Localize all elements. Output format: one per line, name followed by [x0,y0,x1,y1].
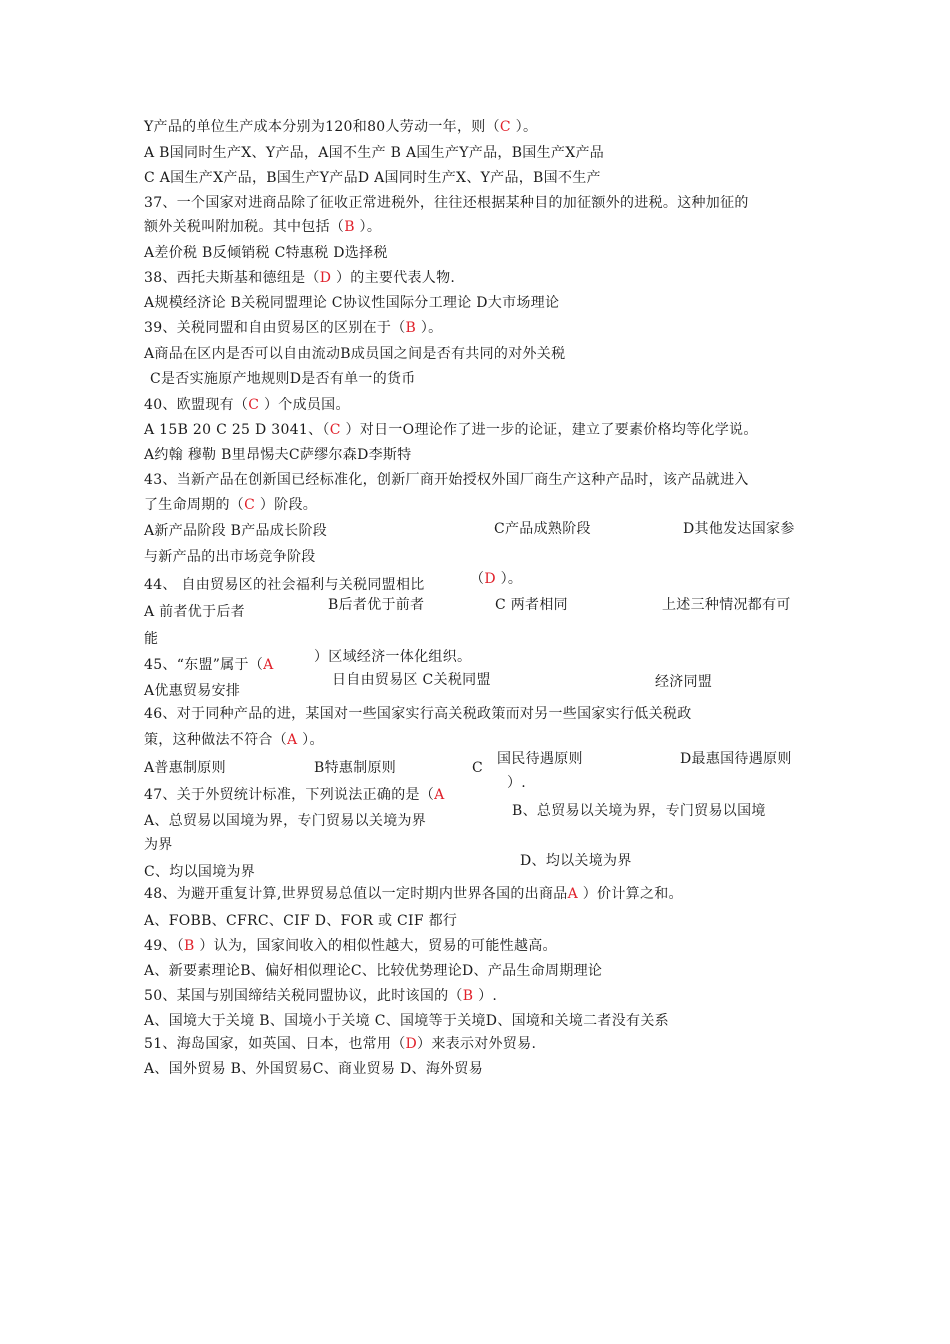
text-line [144,144,604,162]
text-span: C是否实施原产地规则D是否有单一的货币 [150,371,416,387]
text-span: C [472,760,484,776]
text-line [494,520,591,538]
text-span: 策，这种做法不符合（ [144,732,287,748]
text-span: ）来表示对外贸易. [417,1036,537,1052]
text-line [144,294,559,312]
text-span: C、均以国境为界 [144,864,256,880]
text-line [497,750,583,768]
text-span: B、总贸易以关境为界，专门贸易以国境 [512,803,766,819]
text-span: C 两者相同 [495,597,568,613]
text-line [662,596,791,614]
text-line [144,731,324,749]
text-span: A优惠贸易安排 [144,683,241,699]
text-span: 46、对于同种产品的进，某国对一些国家实行高关税政策而对另一些国家实行低关税政 [144,706,692,722]
text-line [314,759,396,777]
answer-letter: B [405,320,417,336]
answer-letter: A [287,732,298,748]
text-line [144,194,749,212]
text-span: A商品在区内是否可以自由流动B成员国之间是否有共同的对外关税 [144,346,566,362]
text-span: A普惠制原则 [144,760,226,776]
text-line [495,596,568,614]
text-line [144,682,240,700]
answer-letter: B [184,938,195,954]
text-span: 49、（ [144,938,185,954]
text-span: ）. [473,988,498,1004]
text-line [144,937,557,955]
answer-letter: C [248,397,260,413]
text-line [144,269,455,287]
text-span: A B国同时生产X、Y产品，A国不生产 B A国生产Y产品，B国生产X产品 [144,145,605,161]
text-span: 额外关税叫附加税。其中包括（ [144,219,345,235]
text-span: 了生命周期的（ [144,497,245,513]
text-span: 50、某国与别国缔结关税同盟协议，此时该国的（ [144,988,463,1004]
text-line [520,852,632,870]
text-line [144,603,245,621]
text-line [144,446,412,464]
text-span: A规模经济论 B关税同盟理论 C协议性国际分工理论 D大市场理论 [144,295,560,311]
text-line [144,656,274,674]
text-line [144,1035,536,1053]
text-span: B后者优于前者 [328,597,425,613]
text-span: A新产品阶段 B产品成长阶段 [144,523,328,539]
text-line [144,885,683,903]
answer-letter: D [319,270,332,286]
text-span: Y产品的单位生产成本分别为120和80人劳动一年，则（ [144,119,500,135]
text-span: 经济同盟 [655,674,713,690]
text-span: D最惠国待遇原则 [680,751,792,767]
answer-letter: D [405,1036,418,1052]
text-span: A、国外贸易 B、外国贸易C、商业贸易 D、海外贸易 [144,1061,484,1077]
text-line [144,548,316,566]
text-span: ）阶段。 [255,497,318,513]
text-span: 51、海岛国家，如英国、日本，也常用（ [144,1036,406,1052]
text-span: ）的主要代表人物. [331,270,456,286]
text-span: ）。 [495,571,523,587]
text-span: A 前者优于后者 [144,604,245,620]
text-line [144,863,255,881]
text-line [144,812,426,830]
text-line [144,630,158,648]
text-span: C A国生产X产品，B国生产Y产品D A国同时生产X、Y产品，B国不生产 [144,170,601,186]
text-line [655,673,712,691]
text-span: 37、一个国家对进商品除了征收正常进税外，往往还根据某种目的加征额外的进税。这种加征的 [144,195,749,211]
text-line [328,596,424,614]
text-line [144,987,497,1005]
text-span: 43、当新产品在创新国已经标准化，创新厂商开始授权外国厂商生产这种产品时，该产品就进入 [144,472,749,488]
text-line [144,912,457,930]
text-span: A、新要素理论B、偏好相似理论C、比较优势理论D、产品生命周期理论 [144,963,603,979]
answer-letter: A [434,787,445,803]
text-span: A、总贸易以国境为界，专门贸易以关境为界 [144,813,427,829]
text-span: 38、西托夫斯基和德纽是（ [144,270,320,286]
text-line [144,576,425,594]
text-line [314,648,471,666]
answer-letter: C [244,497,256,513]
text-line [144,244,388,262]
answer-letter: C [499,119,511,135]
text-line [683,520,795,538]
text-span: 与新产品的出市场竞争阶段 [144,549,316,565]
text-span: D、均以关境为界 [520,853,632,869]
text-span: 48、为避开重复计算,世界贸易总值以一定时期内世界各国的出商品 [144,886,568,902]
text-span: A约翰 穆勒 B里昂惕夫C萨缪尔森D李斯特 [144,447,412,463]
text-line [470,570,522,588]
text-span: D其他发达国家参 [683,521,795,537]
text-line [144,319,442,337]
text-span: ）个成员国。 [259,397,350,413]
text-line [144,786,445,804]
text-span: ）。 [354,219,382,235]
text-span: B特惠制原则 [314,760,397,776]
answer-letter: C [329,422,341,438]
text-span: 能 [144,631,159,647]
text-line [144,471,749,489]
text-span: 47、关于外贸统计标准，下列说法正确的是（ [144,787,435,803]
text-span: A、FOBB、CFRC、CIF D、FOR 或 CIF 都行 [144,913,458,929]
text-line [144,396,350,414]
text-span: A、国境大于关境 B、国境小于关境 C、国境等于关境D、国境和关境二者没有关系 [144,1013,669,1029]
text-line [512,802,766,820]
text-line [144,218,381,236]
text-span: 日自由贸易区 C关税同盟 [332,672,491,688]
text-span: A差价税 B反倾销税 C特惠税 D选择税 [144,245,388,261]
text-span: 44、 自由贸易区的社会福利与关税同盟相比 [144,577,425,593]
text-line [150,370,416,388]
text-line [332,671,491,689]
text-span: ）对日一O理论作了进一步的论证，建立了要素价格均等化学说。 [340,422,758,438]
text-line [472,759,483,777]
text-span: ）价计算之和。 [578,886,683,902]
text-line [144,169,601,187]
text-span: A 15B 20 C 25 D 3041、（ [144,422,330,438]
text-span: ）。 [297,732,324,748]
answer-letter: D [484,571,496,587]
text-line [144,962,602,980]
text-span: ）认为，国家间收入的相似性越大，贸易的可能性越高。 [194,938,557,954]
text-line [144,705,692,723]
answer-letter: A [567,886,578,902]
text-span: 40、欧盟现有（ [144,397,249,413]
text-span: 为界 [144,837,173,853]
text-span: 上述三种情况都有可 [662,597,791,613]
text-span: C产品成熟阶段 [494,521,591,537]
text-span: 45、“东盟”属于（ [144,657,264,673]
text-line [144,759,226,777]
text-span: 国民待遇原则 [497,751,583,767]
text-line [144,496,317,514]
text-span: ）区域经济一体化组织。 [314,649,472,665]
answer-letter: A [263,657,274,673]
text-line [144,1012,669,1030]
text-span: ）. [507,775,527,791]
text-span: （ [470,571,485,587]
answer-letter: B [344,219,355,235]
text-span: ）。 [416,320,443,336]
text-line [144,345,565,363]
text-line [144,421,758,439]
text-span: ）。 [510,119,538,135]
text-span: 39、关税同盟和自由贸易区的区别在于（ [144,320,406,336]
text-line [144,1060,483,1078]
text-line [144,118,537,136]
text-line [680,750,792,768]
text-line [507,774,526,792]
answer-letter: B [462,988,474,1004]
text-line [144,836,173,854]
text-line [144,522,327,540]
